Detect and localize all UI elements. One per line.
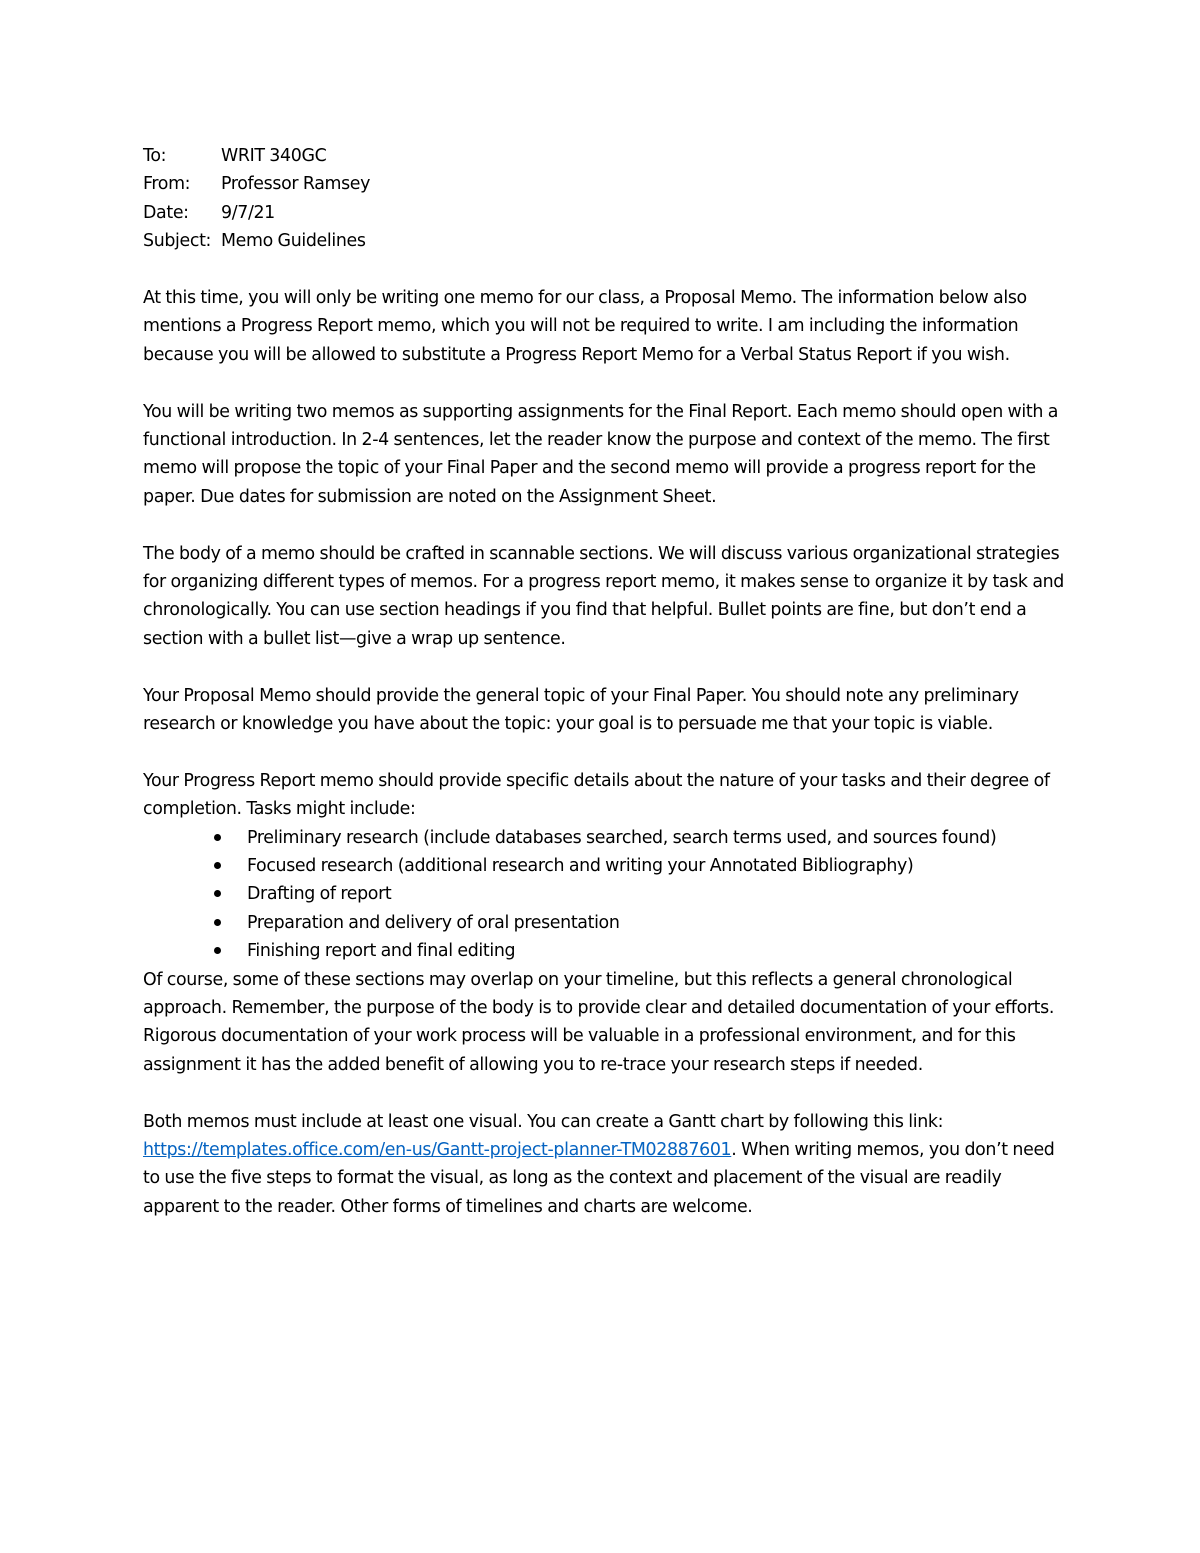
memo-header-label: To: — [143, 146, 167, 166]
list-item — [143, 909, 1073, 937]
bullet-icon — [214, 862, 221, 869]
memo-header-to — [143, 142, 1073, 170]
paragraph-progress-report: Your Progress Report memo should provide specific details about the nature of your tasks and their degree of completion. Tasks might include: — [143, 770, 1050, 820]
list-item — [143, 880, 1073, 908]
bullet-icon — [214, 890, 221, 897]
paragraph-visuals — [143, 1108, 1073, 1222]
paragraph-memo-body: The body of a memo should be crafted in scannable sections. We will discuss various organizational strategies for organizing different types of memos. For a progress report memo, it makes sense to organize it by task and chronologically. You can use section headings if you find that helpful. Bullet points are fine, but don’t end a section with a bullet list—give a wrap up sentence. — [143, 543, 1064, 649]
memo-header-value: Professor Ramsey — [221, 174, 371, 195]
bullet-icon — [214, 947, 221, 954]
memo-header-from — [143, 170, 1073, 198]
list-item — [143, 852, 1073, 880]
visuals-text-after: . When writing memos, you don’t need to use the five steps to format the visual, as long as the context and placement of the visual are readily apparent to the reader. Other forms of timelines and charts are welcome. — [143, 1139, 1055, 1217]
list-item-text: Preparation and delivery of oral presentation — [247, 912, 620, 933]
memo-header-value: WRIT 340GC — [221, 146, 327, 166]
list-item — [143, 824, 1073, 852]
memo-header-subject — [143, 227, 1073, 255]
paragraph-chronological: Of course, some of these sections may overlap on your timeline, but this reflects a general chronological approach. Remember, the purpose of the body is to provide clear and detailed documentation of your efforts. Rigorous documentation of your work process will be valuable in a professional environment, and for this assignment it has the added benefit of allowing you to re-trace your research steps if needed. — [143, 969, 1055, 1075]
list-item-text: Finishing report and final editing — [247, 941, 516, 962]
task-list — [143, 824, 1073, 966]
list-item-text: Drafting of report — [247, 884, 392, 905]
gantt-template-link[interactable]: https://templates.office.com/en-us/Gantt-project-planner-TM02887601 — [143, 1139, 732, 1160]
memo-header-label: Date: — [143, 202, 189, 223]
list-item-text: Focused research (additional research and writing your Annotated Bibliography) — [247, 856, 914, 876]
paragraph-intro: At this time, you will only be writing one memo for our class, a Proposal Memo. The information below also mentions a Progress Report memo, which you will not be required to write. I am including the information because you will be allowed to substitute a Progress Report Memo for a Verbal Status Report if you wish. — [143, 287, 1027, 365]
bullet-icon — [214, 834, 221, 841]
visuals-text-before: Both memos must include at least one visual. You can create a Gantt chart by following this link: — [143, 1111, 944, 1132]
paragraph-proposal-memo: Your Proposal Memo should provide the general topic of your Final Paper. You should note any preliminary research or knowledge you have about the topic: your goal is to persuade me that your topic is viable. — [143, 685, 1019, 734]
memo-header-date — [143, 199, 1073, 227]
list-item-text: Preliminary research (include databases searched, search terms used, and sources found) — [247, 827, 997, 848]
memo-body — [143, 142, 1073, 1221]
memo-header-label: From: — [143, 174, 191, 195]
memo-header-value: Memo Guidelines — [221, 231, 366, 252]
memo-header-label: Subject: — [143, 231, 212, 252]
paragraph-two-memos: You will be writing two memos as supporting assignments for the Final Report. Each memo should open with a functional introduction. In 2-4 sentences, let the reader know the purpose and context of the memo. The first memo will propose the topic of your Final Paper and the second memo will provide a progress report for the paper. Due dates for submission are noted on the Assignment Sheet. — [143, 401, 1059, 507]
memo-header-value: 9/7/21 — [221, 202, 275, 223]
bullet-icon — [214, 919, 221, 926]
list-item — [143, 937, 1073, 965]
